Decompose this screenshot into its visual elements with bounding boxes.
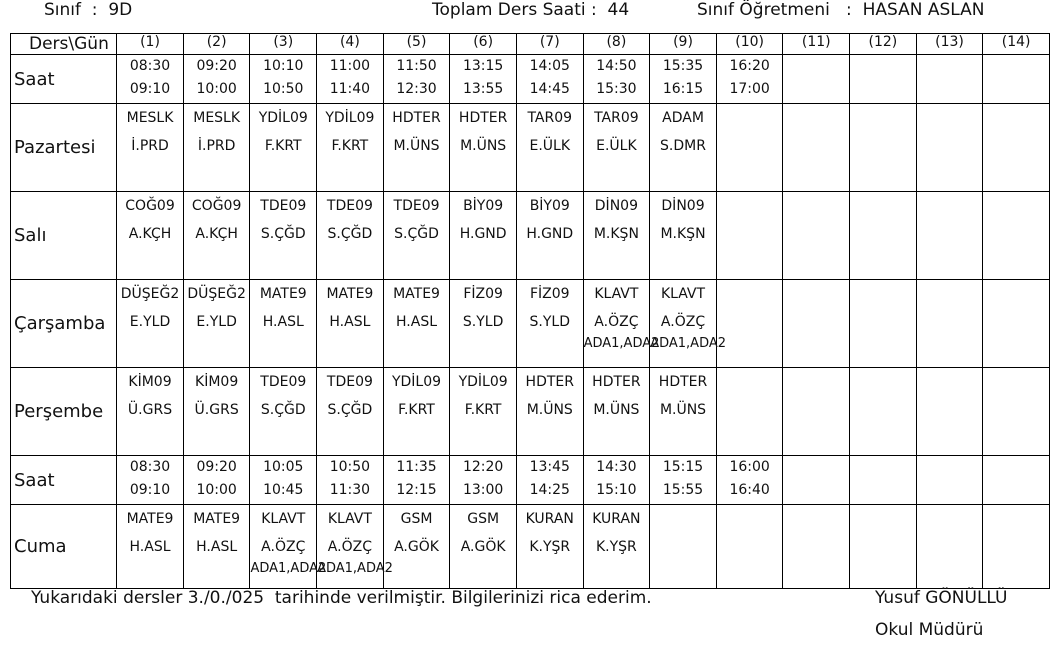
end-time: 16:15 — [662, 81, 704, 97]
time-cell — [850, 55, 917, 104]
period-header — [317, 34, 384, 55]
lesson-code: TDE09 — [393, 198, 440, 214]
teacher-abbrev: A.ÖZÇ — [660, 314, 706, 330]
teacher-abbrev: H.ASL — [129, 539, 171, 555]
period-header — [983, 34, 1050, 55]
time-cell — [783, 456, 850, 505]
teacher-abbrev: H.ASL — [196, 539, 238, 555]
lesson-cell — [117, 280, 184, 368]
period-header — [650, 34, 717, 55]
lesson-code: HDTER — [592, 374, 641, 390]
lesson-cell — [250, 104, 317, 192]
lesson-cell — [783, 104, 850, 192]
lesson-code: GSM — [467, 511, 500, 527]
start-time: 08:30 — [129, 58, 171, 74]
lesson-cell — [583, 368, 650, 456]
lesson-code: YDİL09 — [458, 374, 508, 390]
teacher-abbrev: A.ÖZÇ — [327, 539, 372, 555]
lesson-cell — [450, 505, 517, 589]
lesson-code: MATE9 — [393, 286, 440, 302]
lesson-cell — [716, 505, 783, 589]
teacher-abbrev: F.KRT — [331, 138, 369, 154]
time-cell — [916, 456, 983, 505]
teacher-abbrev: M.ÜNS — [593, 402, 640, 418]
teacher-abbrev: Ü.GRS — [194, 402, 239, 418]
period-header — [583, 34, 650, 55]
teacher-abbrev: M.KŞN — [593, 226, 639, 242]
lesson-cell — [716, 368, 783, 456]
teacher-abbrev: H.ASL — [396, 314, 438, 330]
corner-label: Ders\Gün — [29, 34, 109, 54]
lesson-code: DÜŞEĞ2 — [187, 286, 246, 302]
end-time: 13:00 — [462, 482, 504, 498]
lesson-cell — [916, 192, 983, 280]
day-label — [11, 368, 117, 456]
lesson-cell — [983, 104, 1050, 192]
lesson-cell — [317, 280, 384, 368]
lesson-cell — [117, 104, 184, 192]
end-time: 14:45 — [529, 81, 570, 97]
lesson-cell — [716, 280, 783, 368]
lesson-cell — [450, 104, 517, 192]
lesson-code: GSM — [400, 511, 433, 527]
lesson-cell — [916, 368, 983, 456]
lesson-cell — [583, 104, 650, 192]
lesson-cell — [383, 104, 450, 192]
time-cell — [983, 456, 1050, 505]
signer-title: Okul Müdürü — [875, 620, 984, 640]
end-time: 10:45 — [263, 482, 304, 498]
lesson-cell — [516, 368, 583, 456]
total-hours-label: Toplam Ders Saati : 44 — [432, 0, 630, 20]
lesson-cell — [317, 505, 393, 589]
lesson-cell — [383, 280, 450, 368]
end-time: 10:00 — [196, 482, 237, 498]
period-number: (14) — [1001, 34, 1031, 50]
lesson-cell — [783, 505, 850, 589]
time-cell — [317, 55, 384, 104]
teacher-abbrev: S.ÇĞD — [260, 226, 306, 242]
lesson-code: BİY09 — [529, 198, 570, 214]
lesson-code: ADAM — [662, 110, 704, 126]
lesson-code: MATE9 — [259, 286, 307, 302]
time-cell — [916, 55, 983, 104]
period-header — [183, 34, 250, 55]
period-number: (8) — [606, 34, 627, 50]
period-number: (4) — [339, 34, 360, 50]
footer-note: Yukarıdaki dersler 3./0./025 tarihinde verilmiştir. Bilgilerinizi rica ederim. — [31, 588, 652, 608]
start-time: 10:05 — [263, 459, 304, 475]
lesson-code: KLAVT — [261, 511, 306, 527]
time-cell — [783, 55, 850, 104]
saat-label: Saat — [14, 68, 55, 90]
period-number: (7) — [539, 34, 560, 50]
teacher-abbrev: A.ÖZÇ — [261, 539, 306, 555]
start-time: 12:20 — [462, 459, 504, 475]
period-number: (6) — [473, 34, 494, 50]
time-cell — [716, 55, 783, 104]
time-cell — [850, 456, 917, 505]
teacher-abbrev: A.KÇH — [195, 226, 238, 242]
time-cell — [383, 456, 450, 505]
end-time: 11:40 — [329, 81, 371, 97]
day-name: Cuma — [14, 536, 67, 557]
day-label — [11, 192, 117, 280]
lesson-code: MESLK — [126, 110, 174, 126]
period-header — [916, 34, 983, 55]
start-time: 08:30 — [129, 459, 171, 475]
lesson-cell — [983, 368, 1050, 456]
lesson-cell — [916, 280, 983, 368]
lesson-code: KİM09 — [195, 374, 239, 390]
lesson-code: FİZ09 — [463, 286, 503, 302]
end-time: 12:30 — [396, 81, 437, 97]
time-row-label — [11, 456, 117, 505]
period-header — [516, 34, 583, 55]
period-header — [383, 34, 450, 55]
time-cell — [250, 55, 317, 104]
time-cell — [383, 55, 450, 104]
time-cell — [583, 456, 650, 505]
start-time: 15:35 — [662, 58, 704, 74]
start-time: 11:50 — [396, 58, 437, 74]
lesson-cell — [450, 368, 517, 456]
lesson-cell — [783, 368, 850, 456]
lesson-cell — [916, 104, 983, 192]
room-label: ADA1,ADA2 — [650, 336, 727, 351]
time-cell — [983, 55, 1050, 104]
lesson-cell — [183, 368, 250, 456]
teacher-abbrev: E.YLD — [196, 314, 237, 330]
lesson-code: MESLK — [193, 110, 241, 126]
lesson-cell — [983, 192, 1050, 280]
lesson-cell — [783, 280, 850, 368]
period-number: (9) — [673, 34, 693, 50]
lesson-cell — [516, 280, 583, 368]
start-time: 15:15 — [662, 459, 704, 475]
start-time: 16:00 — [729, 459, 770, 475]
lesson-code: DİN09 — [661, 198, 705, 214]
period-number: (10) — [735, 34, 765, 50]
time-cell — [183, 456, 250, 505]
teacher-abbrev: H.ASL — [262, 314, 304, 330]
time-cell — [450, 456, 517, 505]
time-cell — [117, 456, 184, 505]
lesson-cell — [516, 192, 583, 280]
teacher-abbrev: K.YŞR — [595, 539, 637, 555]
lesson-cell — [850, 368, 917, 456]
lesson-cell — [183, 280, 250, 368]
lesson-cell — [450, 192, 517, 280]
lesson-code: COĞ09 — [191, 198, 242, 214]
lesson-cell — [117, 505, 184, 589]
teacher-abbrev: H.ASL — [329, 314, 371, 330]
lesson-cell — [183, 505, 250, 589]
teacher-abbrev: Ü.GRS — [127, 402, 173, 418]
lesson-code: BİY09 — [463, 198, 504, 214]
day-label — [11, 280, 117, 368]
teacher-abbrev: H.GND — [526, 226, 574, 242]
day-label — [11, 505, 117, 589]
start-time: 10:10 — [263, 58, 304, 74]
teacher-abbrev: İ.PRD — [197, 138, 236, 154]
end-time: 11:30 — [329, 482, 371, 498]
lesson-code: MATE9 — [126, 511, 174, 527]
day-name: Pazartesi — [14, 137, 96, 158]
teacher-abbrev: S.ÇĞD — [260, 402, 306, 418]
lesson-cell — [250, 192, 317, 280]
teacher-abbrev: M.ÜNS — [393, 138, 440, 154]
start-time: 09:20 — [196, 58, 237, 74]
lesson-cell — [983, 505, 1050, 589]
lesson-cell — [716, 104, 783, 192]
end-time: 09:10 — [129, 482, 171, 498]
room-label: ADA1,ADA2 — [317, 561, 393, 576]
lesson-code: COĞ09 — [125, 198, 175, 214]
teacher-abbrev: A.ÖZÇ — [594, 314, 639, 330]
teacher-abbrev: M.KŞN — [660, 226, 706, 242]
period-number: (11) — [801, 34, 831, 50]
teacher-abbrev: F.KRT — [264, 138, 302, 154]
teacher-abbrev: S.DMR — [660, 138, 706, 154]
lesson-code: HDTER — [458, 110, 508, 126]
start-time: 13:45 — [529, 459, 570, 475]
lesson-code: KLAVT — [327, 511, 372, 527]
lesson-code: YDİL09 — [258, 110, 308, 126]
lesson-cell — [516, 104, 583, 192]
lesson-cell — [183, 192, 250, 280]
time-cell — [183, 55, 250, 104]
lesson-code: DÜŞEĞ2 — [120, 286, 180, 302]
end-time: 12:15 — [396, 482, 437, 498]
lesson-cell — [650, 505, 717, 589]
saat-label: Saat — [14, 469, 55, 491]
teacher-abbrev: S.YLD — [529, 314, 570, 330]
lesson-cell — [250, 368, 317, 456]
start-time: 10:50 — [329, 459, 371, 475]
end-time: 16:40 — [729, 482, 770, 498]
start-time: 14:30 — [596, 459, 637, 475]
end-time: 09:10 — [129, 81, 171, 97]
time-cell — [117, 55, 184, 104]
day-name: Salı — [14, 225, 47, 246]
period-number: (3) — [273, 34, 294, 50]
lesson-cell — [850, 280, 917, 368]
lesson-cell — [650, 192, 717, 280]
lesson-cell — [516, 505, 583, 589]
lesson-cell — [317, 368, 384, 456]
lesson-code: YDİL09 — [391, 374, 442, 390]
lesson-code: HDTER — [658, 374, 708, 390]
teacher-abbrev: S.ÇĞD — [327, 226, 373, 242]
time-cell — [583, 55, 650, 104]
lesson-cell — [583, 505, 650, 589]
end-time: 15:30 — [596, 81, 637, 97]
period-number: (5) — [406, 34, 427, 50]
end-time: 15:10 — [596, 482, 637, 498]
end-time: 10:50 — [263, 81, 304, 97]
period-header — [450, 34, 517, 55]
lesson-code: HDTER — [525, 374, 574, 390]
end-time: 14:25 — [529, 482, 570, 498]
lesson-code: HDTER — [392, 110, 441, 126]
teacher-abbrev: A.GÖK — [460, 539, 506, 555]
lesson-cell — [583, 280, 660, 368]
start-time: 11:00 — [329, 58, 371, 74]
period-header — [783, 34, 850, 55]
lesson-cell — [650, 368, 717, 456]
teacher-abbrev: S.ÇĞD — [327, 402, 373, 418]
room-label: ADA1,ADA2 — [250, 561, 327, 576]
lesson-cell — [117, 192, 184, 280]
teacher-abbrev: E.YLD — [129, 314, 171, 330]
time-cell — [516, 456, 583, 505]
end-time: 10:00 — [196, 81, 237, 97]
teacher-abbrev: M.ÜNS — [526, 402, 573, 418]
lesson-cell — [250, 280, 317, 368]
teacher-abbrev: İ.PRD — [131, 138, 169, 154]
lesson-code: MATE9 — [326, 286, 374, 302]
corner-header — [11, 34, 117, 55]
day-label — [11, 104, 117, 192]
lesson-cell — [317, 104, 384, 192]
lesson-cell — [650, 104, 717, 192]
start-time: 14:50 — [596, 58, 637, 74]
period-header — [850, 34, 917, 55]
start-time: 16:20 — [729, 58, 770, 74]
day-name: Perşembe — [14, 401, 104, 422]
lesson-code: DİN09 — [594, 198, 638, 214]
period-header — [250, 34, 317, 55]
time-cell — [250, 456, 317, 505]
lesson-code: TAR09 — [527, 110, 573, 126]
teacher-abbrev: M.ÜNS — [460, 138, 507, 154]
teacher-abbrev: E.ÜLK — [529, 138, 571, 154]
lesson-code: KLAVT — [594, 286, 639, 302]
lesson-code: MATE9 — [193, 511, 241, 527]
end-time: 15:55 — [662, 482, 704, 498]
time-cell — [317, 456, 384, 505]
start-time: 09:20 — [196, 459, 237, 475]
lesson-code: KURAN — [525, 511, 574, 527]
lesson-cell — [850, 505, 917, 589]
teacher-abbrev: E.ÜLK — [596, 138, 637, 154]
period-header — [117, 34, 184, 55]
lesson-cell — [850, 104, 917, 192]
room-label: ADA1,ADA2 — [583, 336, 660, 351]
lesson-cell — [983, 280, 1050, 368]
period-number: (13) — [935, 34, 964, 50]
time-cell — [516, 55, 583, 104]
start-time: 11:35 — [396, 459, 437, 475]
signer-name: Yusuf GÖNÜLLÜ — [875, 588, 1008, 608]
lesson-cell — [650, 280, 727, 368]
teacher-abbrev: A.KÇH — [128, 226, 172, 242]
lesson-code: KURAN — [592, 511, 641, 527]
day-name: Çarşamba — [14, 313, 106, 334]
time-cell — [650, 456, 717, 505]
time-row-label — [11, 55, 117, 104]
lesson-code: TDE09 — [326, 198, 373, 214]
teacher-abbrev: F.KRT — [464, 402, 502, 418]
teacher-abbrev: A.GÖK — [394, 539, 439, 555]
lesson-cell — [716, 192, 783, 280]
lesson-cell — [383, 368, 450, 456]
lesson-code: YDİL09 — [325, 110, 375, 126]
lesson-code: TDE09 — [260, 374, 307, 390]
lesson-cell — [850, 192, 917, 280]
teacher-abbrev: S.YLD — [462, 314, 504, 330]
time-cell — [450, 55, 517, 104]
teacher-abbrev: K.YŞR — [529, 539, 571, 555]
lesson-code: FİZ09 — [529, 286, 570, 302]
end-time: 13:55 — [462, 81, 504, 97]
lesson-cell — [783, 192, 850, 280]
lesson-cell — [317, 192, 384, 280]
time-cell — [716, 456, 783, 505]
homeroom-teacher-label: Sınıf Öğretmeni : HASAN ASLAN — [697, 0, 985, 20]
period-number: (2) — [206, 34, 227, 50]
lesson-cell — [916, 505, 983, 589]
lesson-code: KİM09 — [128, 374, 172, 390]
period-header — [716, 34, 783, 55]
lesson-cell — [183, 104, 250, 192]
lesson-cell — [250, 505, 327, 589]
lesson-code: KLAVT — [660, 286, 706, 302]
lesson-code: TDE09 — [260, 198, 307, 214]
lesson-code: TAR09 — [594, 110, 639, 126]
lesson-cell — [450, 280, 517, 368]
start-time: 13:15 — [462, 58, 504, 74]
teacher-abbrev: H.GND — [459, 226, 507, 242]
lesson-cell — [583, 192, 650, 280]
teacher-abbrev: S.ÇĞD — [394, 226, 439, 242]
start-time: 14:05 — [529, 58, 570, 74]
teacher-abbrev: F.KRT — [398, 402, 435, 418]
lesson-code: TDE09 — [326, 374, 373, 390]
class-label: Sınıf : 9D — [44, 0, 133, 20]
end-time: 17:00 — [729, 81, 770, 97]
timetable — [10, 33, 1050, 589]
lesson-cell — [383, 505, 450, 589]
lesson-cell — [117, 368, 184, 456]
period-number: (1) — [140, 34, 160, 50]
time-cell — [650, 55, 717, 104]
lesson-cell — [383, 192, 450, 280]
period-number: (12) — [868, 34, 898, 50]
teacher-abbrev: M.ÜNS — [659, 402, 707, 418]
